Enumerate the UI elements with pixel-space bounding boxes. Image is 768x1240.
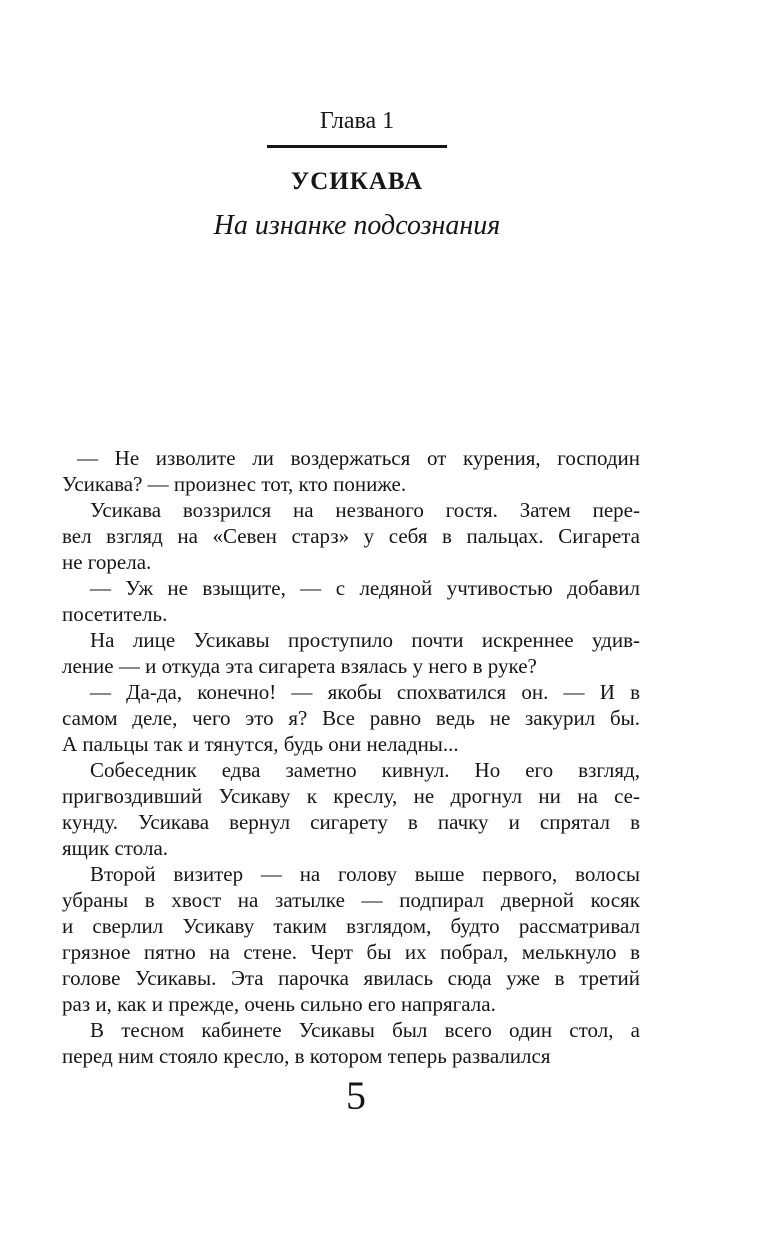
text-line: пригвоздивший Усикаву к креслу, не дрогнул ни на се- xyxy=(62,784,640,808)
paragraph xyxy=(62,627,640,679)
text-line: перед ним стояло кресло, в котором теперь развалился xyxy=(62,1044,551,1068)
text-line: кунду. Усикава вернул сигарету в пачку и спрятал в xyxy=(62,810,640,834)
text-line: Усикава воззрился на незваного гостя. Затем пере- xyxy=(90,498,640,522)
chapter-divider-line xyxy=(267,145,447,148)
text-line: ление — и откуда эта сигарета взялась у него в руке? xyxy=(62,654,537,678)
text-line: А пальцы так и тянутся, будь они неладны... xyxy=(62,732,459,756)
text-line: — Уж не взыщите, — с ледяной учтивостью добавил xyxy=(90,576,640,600)
text-line: Собеседник едва заметно кивнул. Но его взгляд, xyxy=(90,758,640,782)
paragraph xyxy=(62,861,640,1017)
text-line: На лице Усикавы проступило почти искреннее удив- xyxy=(90,628,640,652)
text-line: и сверлил Усикаву таким взглядом, будто рассматривал xyxy=(62,914,640,938)
text-line: самом деле, чего это я? Все равно ведь не закурил бы. xyxy=(62,706,640,730)
page-number: 5 xyxy=(346,1073,366,1118)
paragraph xyxy=(62,497,640,575)
text-line: убраны в хвост на затылке — подпирал дверной косяк xyxy=(62,888,640,912)
text-line: голове Усикавы. Эта парочка явилась сюда уже в третий xyxy=(62,966,640,990)
paragraph xyxy=(62,445,640,497)
text-line: посетитель. xyxy=(62,602,168,626)
text-line: не горела. xyxy=(62,550,152,574)
text-line: грязное пятно на стене. Черт бы их побрал, мелькнуло в xyxy=(62,940,640,964)
text-line: Второй визитер — на голову выше первого, волосы xyxy=(90,862,640,886)
text-line: Усикава? — произнес тот, кто пониже. xyxy=(62,472,407,496)
text-line: раз и, как и прежде, очень сильно его напрягала. xyxy=(62,992,496,1016)
paragraph xyxy=(62,757,640,861)
paragraph xyxy=(62,575,640,627)
paragraph xyxy=(62,679,640,757)
text-line: В тесном кабинете Усикавы был всего один стол, а xyxy=(90,1018,640,1042)
text-line: — Да-да, конечно! — якобы спохватился он. — И в xyxy=(90,680,640,704)
chapter-title: УСИКАВА xyxy=(290,168,424,195)
chapter-label: Глава 1 xyxy=(319,108,395,134)
text-line: вел взгляд на «Севен старз» у себя в пальцах. Сигарета xyxy=(62,524,640,548)
body-text xyxy=(62,445,640,1069)
text-line: ящик стола. xyxy=(62,836,169,860)
chapter-subtitle: На изнанке подсознания xyxy=(213,210,501,241)
text-line: — Не изволите ли воздержаться от курения, господин xyxy=(77,446,640,470)
paragraph xyxy=(62,1017,640,1069)
